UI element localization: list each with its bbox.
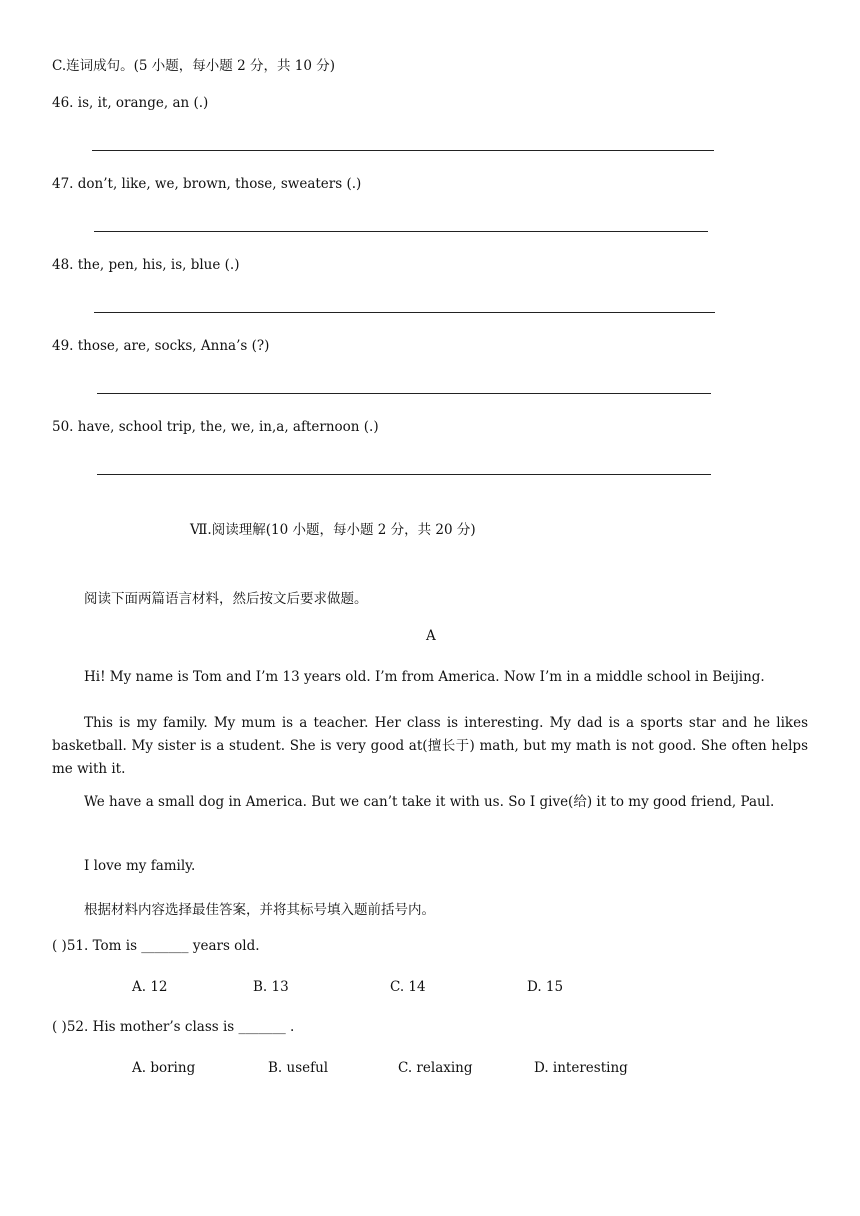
question-49: 49. those, are, socks, Anna’s (?) — [52, 338, 270, 354]
question-51-option-c: C. 14 — [390, 979, 426, 995]
question-50: 50. have, school trip, the, we, in,a, afternoon (.) — [52, 419, 379, 435]
question-52-stem: ( )52. His mother’s class is _______ . — [52, 1019, 295, 1035]
passage-paragraph-4: I love my family. — [84, 858, 196, 874]
answer-line-46 — [92, 150, 714, 151]
question-51-option-a: A. 12 — [132, 979, 168, 995]
passage-label: A — [426, 628, 436, 644]
question-51-stem: ( )51. Tom is _______ years old. — [52, 938, 260, 954]
passage-paragraph-1: Hi! My name is Tom and I’m 13 years old. I’m from America. Now I’m in a middle school in Beijing. — [84, 669, 765, 685]
question-52-option-d: D. interesting — [534, 1060, 628, 1076]
reading-instruction: 阅读下面两篇语言材料，然后按文后要求做题。 — [84, 591, 368, 607]
question-52-option-c: C. relaxing — [398, 1060, 473, 1076]
task-instruction: 根据材料内容选择最佳答案，并将其标号填入题前括号内。 — [84, 902, 435, 918]
question-46: 46. is, it, orange, an (.) — [52, 95, 209, 111]
question-47: 47. don’t, like, we, brown, those, sweaters (.) — [52, 176, 362, 192]
section-7-title: Ⅶ.阅读理解(10 小题，每小题 2 分，共 20 分) — [190, 522, 476, 538]
section-c-title: C.连词成句。(5 小题，每小题 2 分，共 10 分) — [52, 58, 335, 74]
question-51-option-d: D. 15 — [527, 979, 564, 995]
answer-line-50 — [97, 474, 711, 475]
answer-line-49 — [97, 393, 711, 394]
passage-paragraph-2: This is my family. My mum is a teacher. Her class is interesting. My dad is a sports star and he likes basketball. My sister is a student. She is very good at(擅长于) math, but my math is not good. She often helps me with it. — [52, 715, 808, 777]
question-51-option-b: B. 13 — [253, 979, 289, 995]
answer-line-47 — [94, 231, 708, 232]
question-52-option-b: B. useful — [268, 1060, 329, 1076]
question-52-option-a: A. boring — [132, 1060, 196, 1076]
passage-paragraph-3: We have a small dog in America. But we can’t take it with us. So I give(给) it to my good friend, Paul. — [84, 794, 775, 810]
question-48: 48. the, pen, his, is, blue (.) — [52, 257, 240, 273]
answer-line-48 — [94, 312, 715, 313]
